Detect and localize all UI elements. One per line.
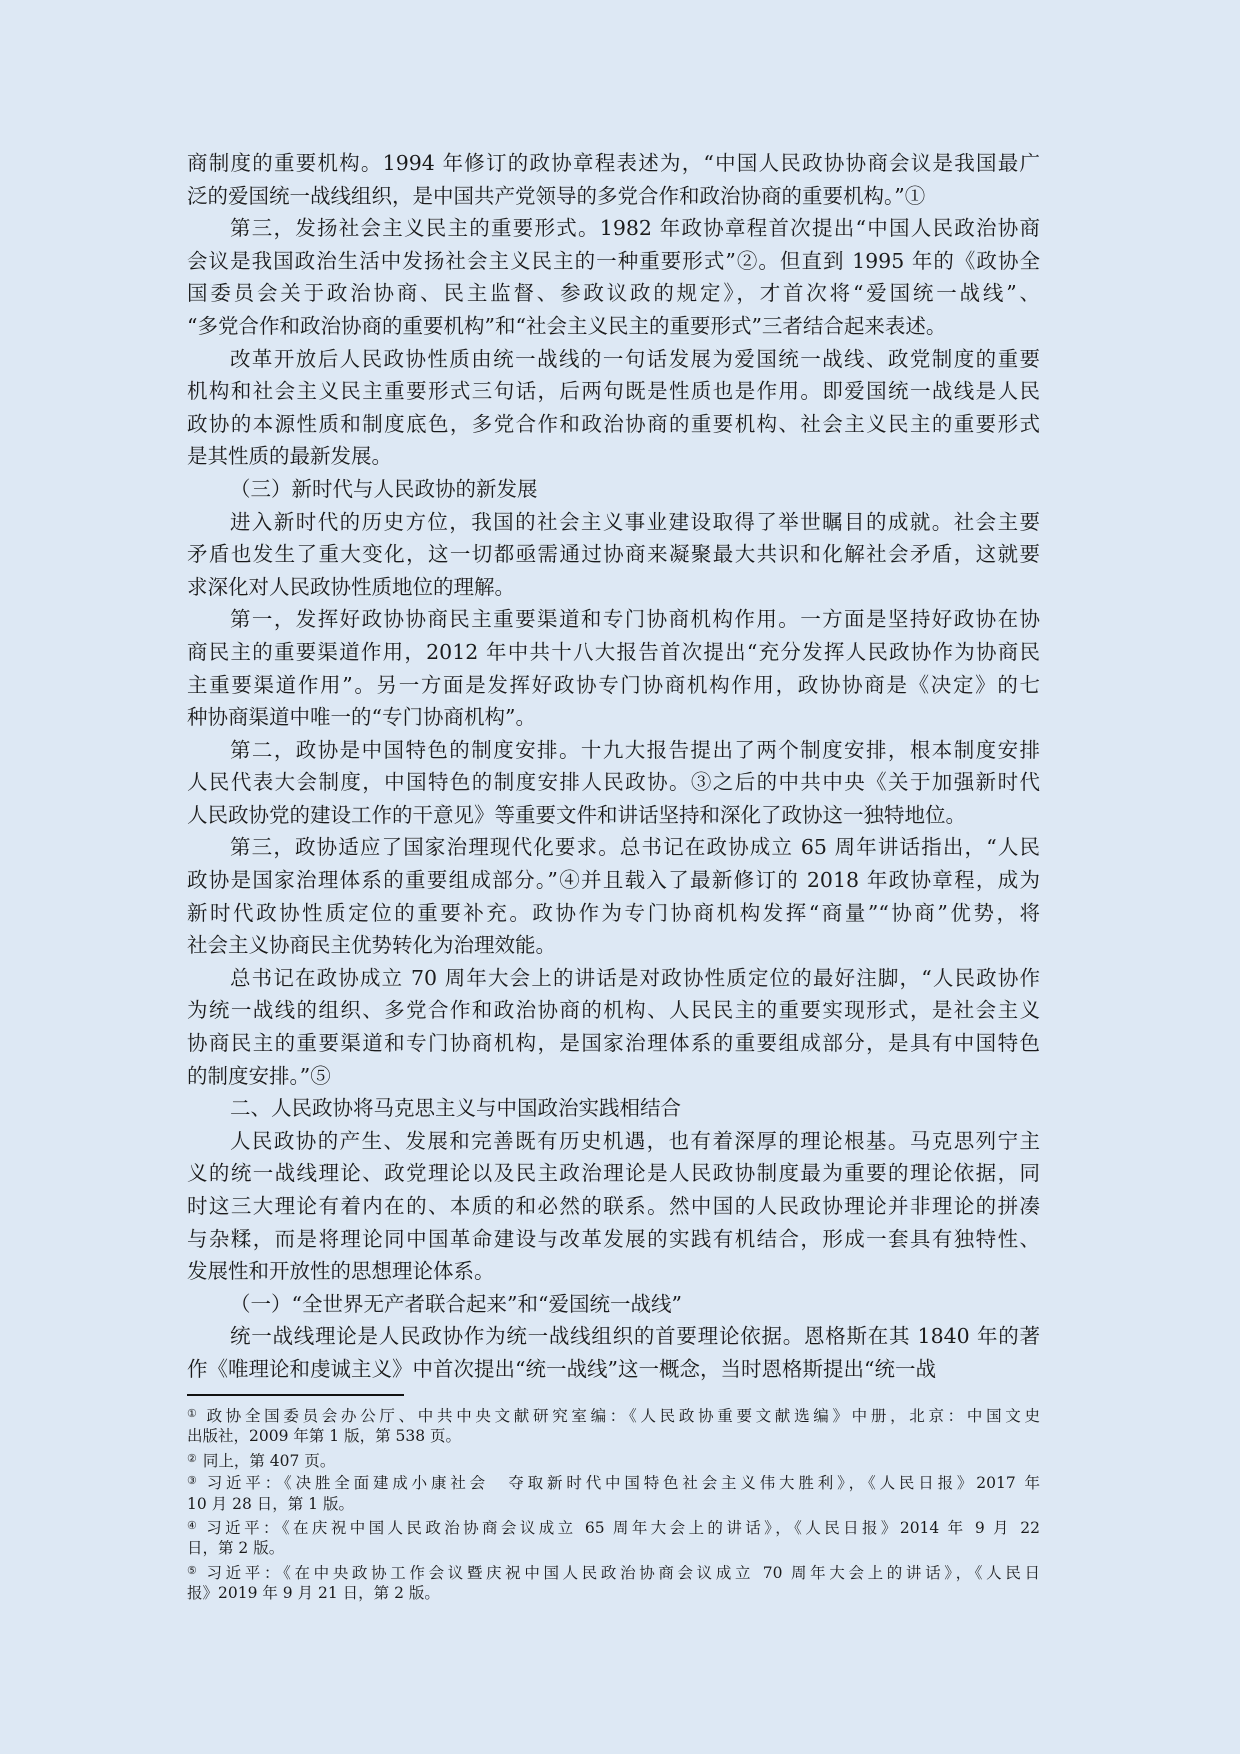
text-line: 第一，发挥好政协协商民主重要渠道和专门协商机构作用。一方面是坚持好政协在协	[230, 607, 1040, 632]
text-line: 人民政协的产生、发展和完善既有历史机遇，也有着深厚的理论根基。马克思列宁主	[230, 1128, 1040, 1153]
text-line: 统一战线理论是人民政协作为统一战线组织的首要理论依据。恩格斯在其 1840 年的著	[230, 1324, 1040, 1349]
footnote-line	[187, 1493, 1040, 1515]
paragraph	[187, 506, 1040, 604]
footnote-marker: ③	[187, 1474, 201, 1488]
footnote-line	[187, 1582, 1040, 1604]
paragraph	[187, 603, 1040, 733]
text-line: 二、人民政协将马克思主义与中国政治实践相结合	[230, 1096, 681, 1121]
text-line: 会议是我国政治生活中发扬社会主义民主的一种重要形式”②。但直到 1995 年的《政协全	[187, 248, 1040, 273]
paragraph	[187, 734, 1040, 832]
footnote	[187, 1515, 1040, 1560]
document-body	[187, 147, 1040, 1386]
text-line: 的制度安排。”⑤	[187, 1063, 331, 1088]
paragraph	[187, 1125, 1040, 1288]
footnote	[187, 1448, 1040, 1470]
text-line: 求深化对人民政协性质地位的理解。	[187, 574, 515, 599]
footnote-marker: ①	[187, 1407, 201, 1420]
footnote-text: 日，第 2 版。	[187, 1539, 285, 1558]
text-line: 商民主的重要渠道作用，2012 年中共十八大报告首次提出“充分发挥人民政协作为协商民	[187, 639, 1040, 664]
footnote-marker: ②	[187, 1451, 197, 1465]
text-line: 机构和社会主义民主重要形式三句话，后两句既是性质也是作用。即爱国统一战线是人民	[187, 379, 1040, 404]
footnote-line	[187, 1560, 1040, 1582]
text-line: 改革开放后人民政协性质由统一战线的一句话发展为爱国统一战线、政党制度的重要	[230, 346, 1040, 371]
text-line: 时这三大理论有着内在的、本质的和必然的联系。然中国的人民政协理论并非理论的拼凑	[187, 1194, 1040, 1218]
text-line: “多党合作和政治协商的重要机构”和“社会主义民主的重要形式”三者结合起来表述。	[187, 313, 947, 338]
footnote-marker: ⑤	[187, 1563, 201, 1577]
paragraph	[187, 1320, 1040, 1385]
text-line: （一）“全世界无产者联合起来”和“爱国统一战线”	[230, 1291, 682, 1316]
footnote	[187, 1560, 1040, 1605]
footnote-text: 习近平：《在中央政协工作会议暨庆祝中国人民政治协商会议成立 70 周年大会上的讲话》，《人民日	[206, 1563, 1040, 1582]
text-line: 人民代表大会制度，中国特色的制度安排人民政协。③之后的中共中央《关于加强新时代	[187, 770, 1040, 795]
footnote-divider	[187, 1394, 404, 1396]
text-line: 作《唯理论和虔诚主义》中首次提出“统一战线”这一概念，当时恩格斯提出“统一战	[187, 1356, 936, 1381]
text-line: 泛的爱国统一战线组织，是中国共产党领导的多党合作和政治协商的重要机构。”①	[187, 183, 926, 208]
section-heading	[187, 1288, 1040, 1321]
paragraph	[187, 962, 1040, 1092]
footnote	[187, 1403, 1040, 1448]
text-line: 进入新时代的历史方位，我国的社会主义事业建设取得了举世瞩目的成就。社会主要	[230, 509, 1040, 534]
footnote-line	[187, 1515, 1040, 1537]
footnote-line	[187, 1403, 1040, 1425]
text-line: 第三，发扬社会主义民主的重要形式。1982 年政协章程首次提出“中国人民政治协商	[230, 216, 1040, 241]
footnote	[187, 1470, 1040, 1515]
footnote-text: 出版社，2009 年第 1 版，第 538 页。	[187, 1427, 462, 1446]
footnotes	[187, 1403, 1040, 1605]
paragraph	[187, 343, 1040, 473]
text-line: 发展性和开放性的思想理论体系。	[187, 1259, 495, 1284]
text-line: 矛盾也发生了重大变化，这一切都亟需通过协商来凝聚最大共识和化解社会矛盾，这就要	[187, 542, 1040, 567]
paragraph	[187, 831, 1040, 961]
text-line: 协商民主的重要渠道和专门协商机构，是国家治理体系的重要组成部分，是具有中国特色	[187, 1031, 1040, 1056]
paragraph	[187, 147, 1040, 212]
footnote-text: 习近平：《在庆祝中国人民政治协商会议成立 65 周年大会上的讲话》，《人民日报》2014 年 9 月 22	[206, 1518, 1040, 1537]
text-line: 政协是国家治理体系的重要组成部分。”④并且载入了最新修订的 2018 年政协章程，成为	[187, 868, 1040, 893]
footnote-text: 政协全国委员会办公厅、中共中央文献研究室编：《人民政协重要文献选编》中册，北京：中国文史	[206, 1407, 1040, 1425]
text-line: 政协的本源性质和制度底色，多党合作和政治协商的重要机构、社会主义民主的重要形式	[187, 411, 1040, 436]
footnote-text: 习近平：《决胜全面建成小康社会 夺取新时代中国特色社会主义伟大胜利》，《人民日报》2017 年	[206, 1474, 1040, 1493]
footnote-text: 10 月 28 日，第 1 版。	[187, 1494, 354, 1513]
footnote-line	[187, 1425, 1040, 1447]
text-line: （三）新时代与人民政协的新发展	[230, 476, 538, 501]
text-line: 人民政协党的建设工作的干意见》等重要文件和讲话坚持和深化了政协这一独特地位。	[187, 802, 966, 827]
text-line: 是其性质的最新发展。	[187, 444, 392, 469]
text-line: 义的统一战线理论、政党理论以及民主政治理论是人民政协制度最为重要的理论依据，同	[187, 1161, 1040, 1186]
paragraph	[187, 212, 1040, 342]
footnote-marker: ④	[187, 1518, 201, 1532]
text-line: 第三，政协适应了国家治理现代化要求。总书记在政协成立 65 周年讲话指出，“人民	[230, 835, 1040, 860]
footnote-text: 报》2019 年 9 月 21 日，第 2 版。	[187, 1584, 440, 1603]
text-line: 国委员会关于政治协商、民主监督、参政议政的规定》，才首次将“爱国统一战线”、	[187, 281, 1040, 306]
text-line: 社会主义协商民主优势转化为治理效能。	[187, 933, 556, 958]
text-line: 总书记在政协成立 70 周年大会上的讲话是对政协性质定位的最好注脚，“人民政协作	[230, 965, 1040, 990]
footnote-text: 同上，第 407 页。	[202, 1451, 336, 1470]
footnote-line	[187, 1537, 1040, 1559]
footnote-line	[187, 1470, 1040, 1492]
text-line: 种协商渠道中唯一的“专门协商机构”。	[187, 705, 536, 730]
section-heading	[187, 473, 1040, 506]
text-line: 新时代政协性质定位的重要补充。政协作为专门协商机构发挥“商量”“协商”优势，将	[187, 900, 1040, 925]
text-line: 商制度的重要机构。1994 年修订的政协章程表述为，“中国人民政协协商会议是我国最广	[187, 151, 1040, 175]
text-line: 为统一战线的组织、多党合作和政治协商的机构、人民民主的重要实现形式，是社会主义	[187, 998, 1040, 1023]
text-line: 第二，政协是中国特色的制度安排。十九大报告提出了两个制度安排，根本制度安排	[230, 737, 1040, 762]
text-line: 主重要渠道作用”。另一方面是发挥好政协专门协商机构作用，政协协商是《决定》的七	[187, 672, 1040, 697]
text-line: 与杂糅，而是将理论同中国革命建设与改革发展的实践有机结合，形成一套具有独特性、	[187, 1226, 1040, 1251]
section-heading	[187, 1092, 1040, 1125]
footnote-line	[187, 1448, 1040, 1470]
